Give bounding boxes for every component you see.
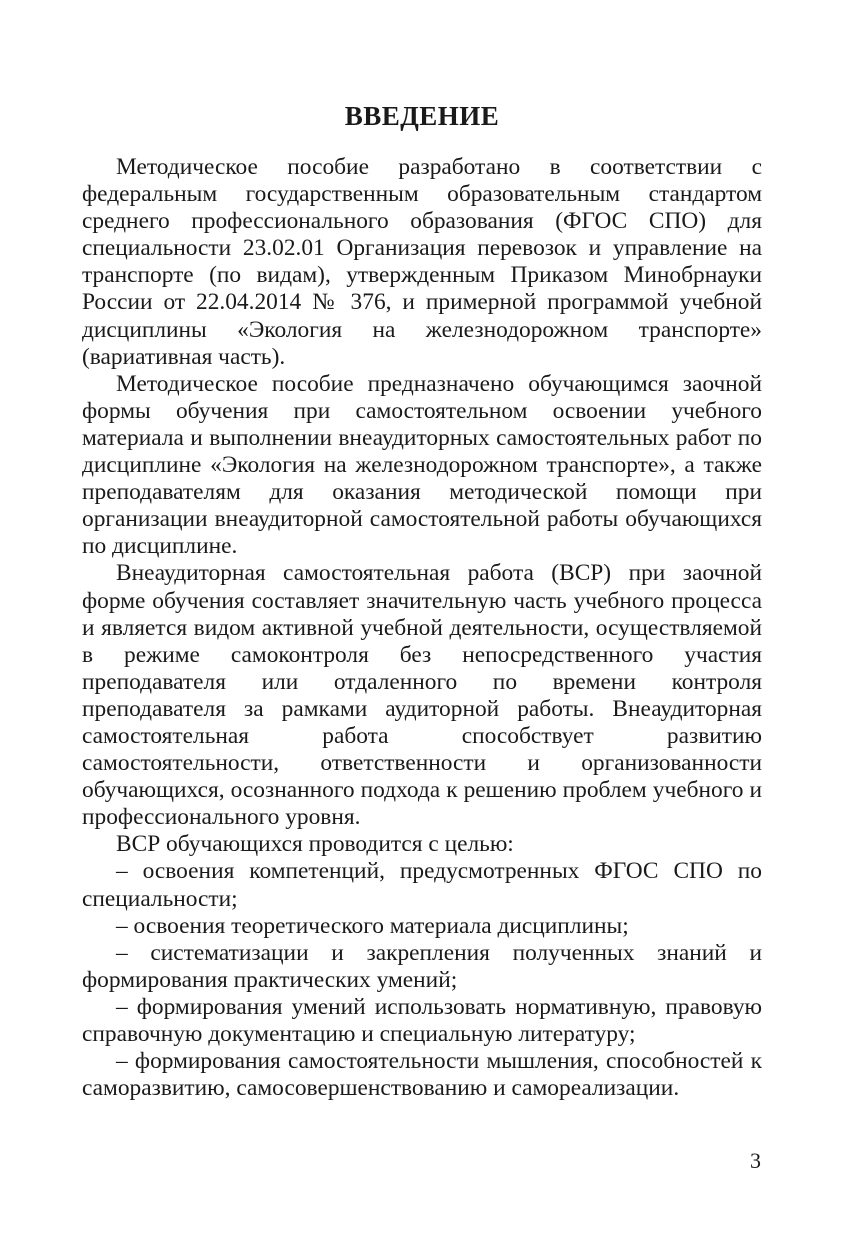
- paragraph-purpose: Методическое пособие предназначено обучающимся заочной формы обучения при самостоятельном освоении учебного материала и выполнении внеаудиторных самостоятельных работ по дисциплине «Экология на железнодорожном транспорте», а также преподавателям для оказания методической помощи при организации внеаудиторной самостоятельной работы обучающихся по дисциплине.: [82, 370, 762, 560]
- section-title: ВВЕДЕНИЕ: [344, 101, 500, 131]
- list-item-goal-2: – освоения теоретического материала дисциплины;: [116, 912, 629, 939]
- page-number: 3: [750, 1148, 761, 1173]
- paragraph-goals-intro: ВСР обучающихся проводится с целью:: [116, 831, 514, 858]
- list-item-goal-1: – освоения компетенций, предусмотренных ФГОС СПО по специальности;: [82, 858, 762, 912]
- list-item-goal-3: – систематизации и закрепления полученных знаний и формирования практических умений;: [82, 939, 762, 993]
- list-item-goal-5: – формирования самостоятельности мышления, способностей к саморазвитию, самосовершенствованию и самореализации.: [82, 1048, 762, 1102]
- document-page: [82, 96, 762, 1102]
- paragraph-vsr-description: Внеаудиторная самостоятельная работа (ВСР) при заочной форме обучения составляет значительную часть учебного процесса и является видом активной учебной деятельности, осуществляемой в режиме самоконтроля без непосредственного участия преподавателя или отдаленного по времени контроля преподавателя за рамками аудиторной работы. Внеаудиторная самостоятельная работа способствует развитию самостоятельности, ответственности и организованности обучающихся, осознанного подхода к решению проблем учебного и профессионального уровня.: [82, 560, 762, 831]
- paragraph-intro: Методическое пособие разработано в соответствии с федеральным государственным образовательным стандартом среднего профессионального образования (ФГОС СПО) для специальности 23.02.01 Организация перевозок и управление на транспорте (по видам), утвержденным Приказом Минобрнауки России от 22.04.2014 № 376, и примерной программой учебной дисциплины «Экология на железнодорожном транспорте» (вариативная часть).: [82, 154, 762, 370]
- list-item-goal-4: – формирования умений использовать нормативную, правовую справочную документацию и специальную литературу;: [82, 993, 762, 1047]
